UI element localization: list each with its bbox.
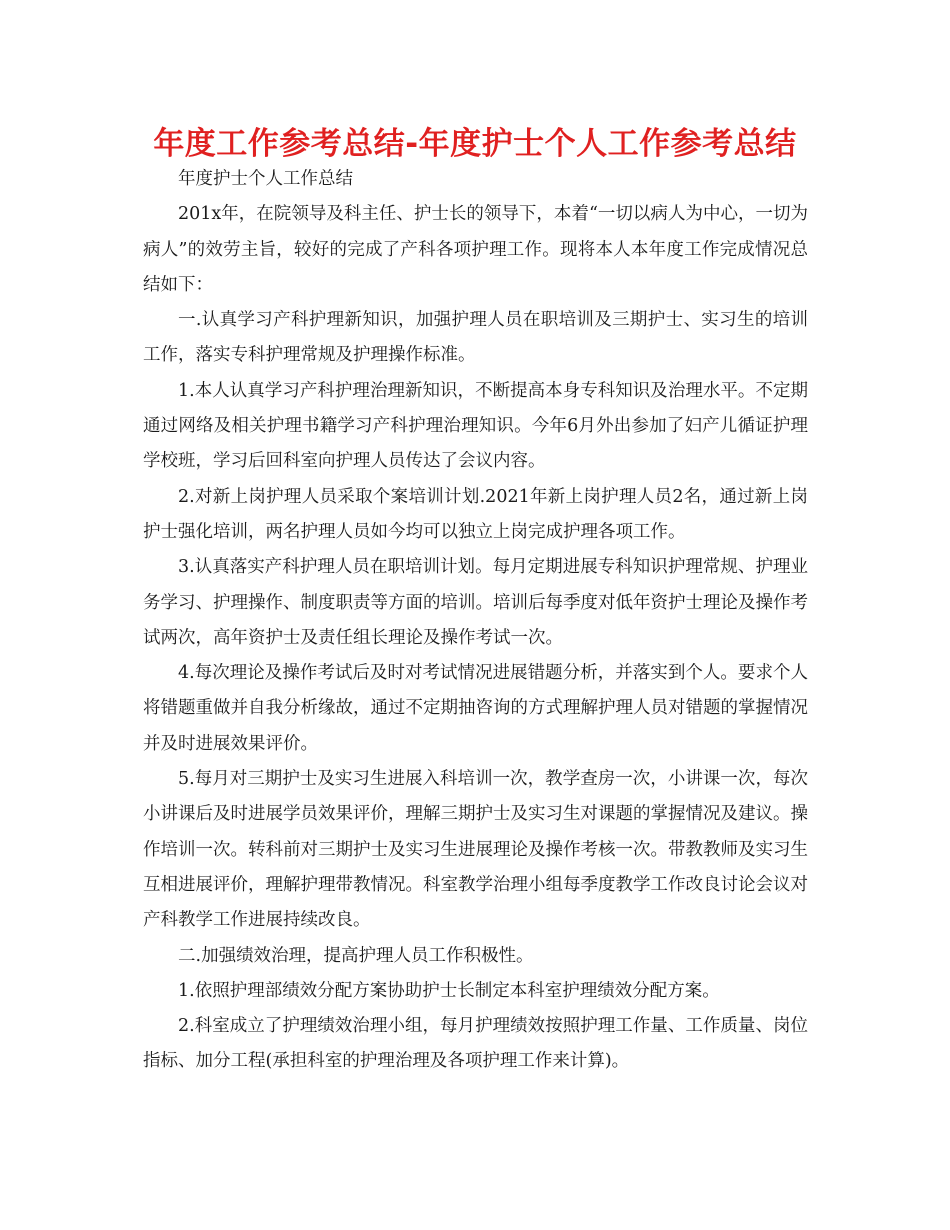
paragraph-item-1-3: 3.认真落实产科护理人员在职培训计划。每月定期进展专科知识护理常规、护理业务学习、护理操作、制度职责等方面的培训。培训后每季度对低年资护士理论及操作考试两次，高年资护士及责任组长理论及操作考试一次。 [143,557,808,648]
paragraph-item-2-1: 1.依照护理部绩效分配方案协助护士长制定本科室护理绩效分配方案。 [178,980,720,1001]
paragraph-intro: 201x年，在院领导及科主任、护士长的领导下，本着“一切以病人为中心，一切为病人”的效劳主旨，较好的完成了产科各项护理工作。现将本人本年度工作完成情况总结如下： [143,204,808,295]
paragraph-subtitle: 年度护士个人工作总结 [178,169,353,189]
document-title: 年度工作参考总结-年度护士个人工作参考总结 [153,126,797,162]
paragraph-item-1-2: 2.对新上岗护理人员采取个案培训计划.2021年新上岗护理人员2名，通过新上岗护士强化培训，两名护理人员如今均可以独立上岗完成护理各项工作。 [143,486,808,542]
paragraph-item-1-4: 4.每次理论及操作考试后及时对考试情况进展错题分析，并落实到个人。要求个人将错题重做并自我分析缘故，通过不定期抽咨询的方式理解护理人员对错题的掌握情况并及时进展效果评价。 [143,663,808,754]
paragraph-section-2: 二.加强绩效治理，提高护理人员工作积极性。 [178,945,534,966]
paragraph-item-1-1: 1.本人认真学习产科护理治理新知识，不断提高本身专科知识及治理水平。不定期通过网络及相关护理书籍学习产科护理治理知识。今年6月外出参加了妇产儿循证护理学校班，学习后回科室向护理人员传达了会议内容。 [143,380,808,472]
paragraph-section-1: 一.认真学习产科护理新知识，加强护理人员在职培训及三期护士、实习生的培训工作，落实专科护理常规及护理操作标准。 [143,310,808,366]
paragraph-item-2-2: 2.科室成立了护理绩效治理小组，每月护理绩效按照护理工作量、工作质量、岗位指标、加分工程(承担科室的护理治理及各项护理工作来计算)。 [143,1016,808,1072]
document-body [143,162,808,1080]
paragraph-item-1-5: 5.每月对三期护士及实习生进展入科培训一次，教学查房一次，小讲课一次，每次小讲课后及时进展学员效果评价，理解三期护士及实习生对课题的掌握情况及建议。操作培训一次。转科前对三期护士及实习生进展理论及操作考核一次。带教教师及实习生互相进展评价，理解护理带教情况。科室教学治理小组每季度教学工作改良讨论会议对产科教学工作进展持续改良。 [143,769,808,931]
